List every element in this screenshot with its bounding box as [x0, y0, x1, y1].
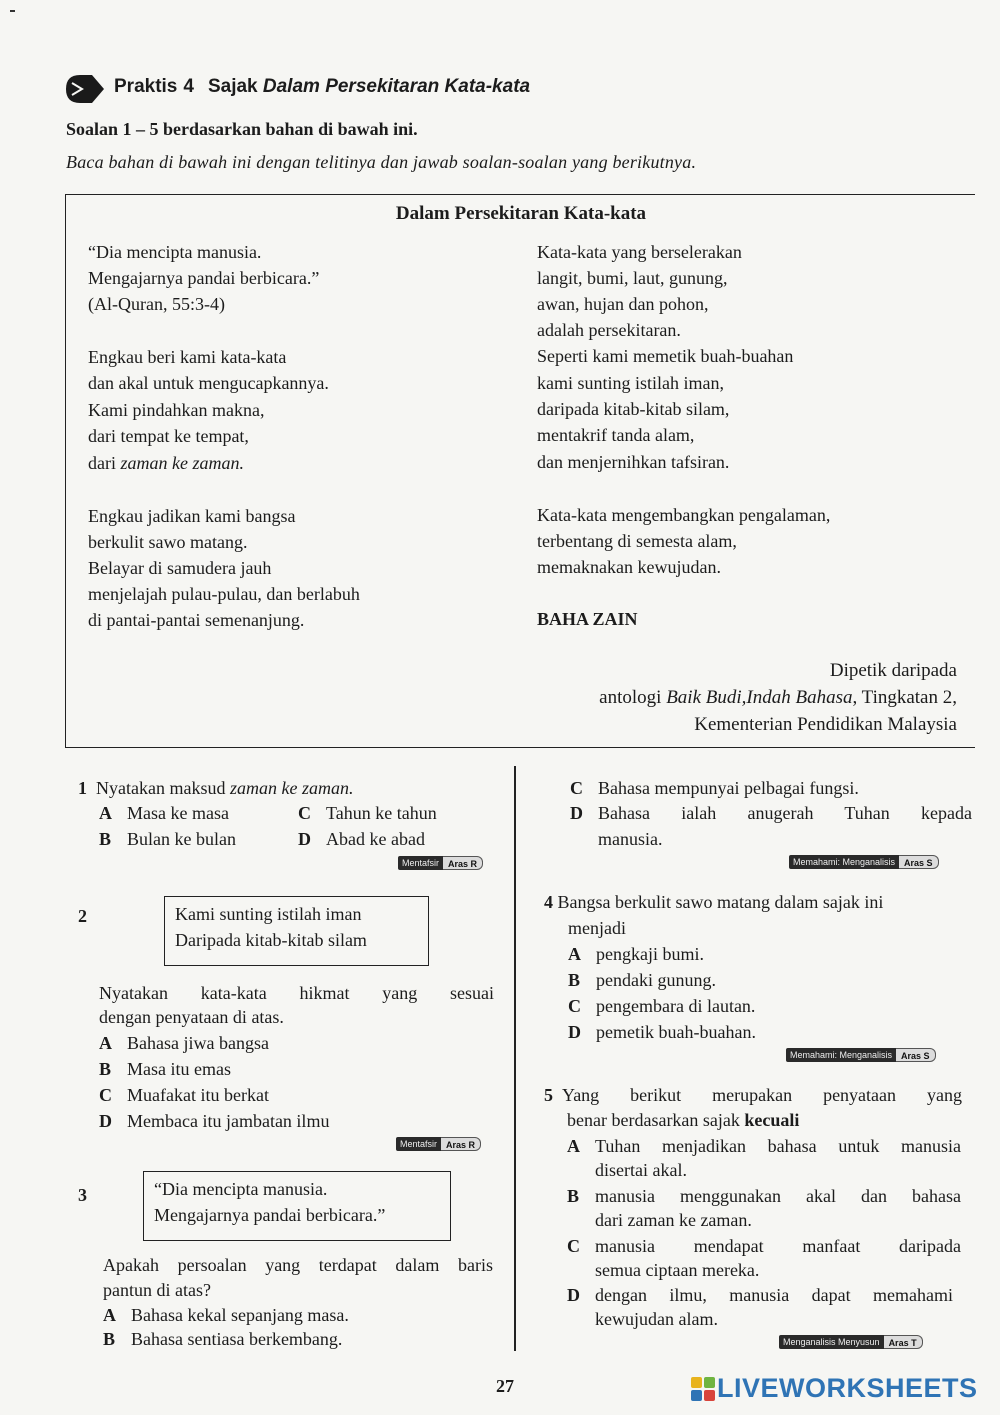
- option-text: Tuhan menjadikan bahasa untuk manusia: [595, 1136, 961, 1156]
- question-text: Yang berikut merupakan penyataan yang: [562, 1085, 962, 1105]
- option-text: Bahasa jiwa bangsa: [127, 1033, 269, 1053]
- section-header: [114, 76, 530, 98]
- question-text-line: [567, 1107, 799, 1133]
- poem-credit: [599, 657, 957, 738]
- arrow-icon: [66, 75, 104, 103]
- option-c[interactable]: [298, 800, 437, 826]
- question-text: Bangsa berkulit sawo matang dalam sajak ini: [557, 892, 884, 912]
- question-1-stem: [78, 775, 353, 801]
- option-text: manusia menggunakan akal dan bahasa: [595, 1186, 961, 1206]
- poem-line: adalah persekitaran.: [537, 320, 681, 340]
- option-a[interactable]: [567, 1133, 961, 1159]
- option-letter: C: [298, 803, 311, 823]
- poem-line: memaknakan kewujudan.: [537, 557, 721, 577]
- option-a[interactable]: [568, 941, 704, 967]
- option-letter: D: [568, 1022, 581, 1042]
- poem-line: “Dia mencipta manusia.: [88, 242, 262, 262]
- poem-line: berkulit sawo matang.: [88, 532, 248, 552]
- question-number: 3: [78, 1185, 87, 1205]
- option-letter: B: [99, 1059, 112, 1079]
- poem-line: daripada kitab-kitab silam,: [537, 399, 730, 419]
- sajak-label: Sajak: [207, 76, 258, 97]
- question-keyword: kecuali: [744, 1110, 800, 1130]
- option-text-cont: dari zaman ke zaman.: [595, 1210, 752, 1230]
- poem-line: dan akal untuk mengucapkannya.: [88, 373, 329, 393]
- option-text: pengembara di lautan.: [596, 996, 756, 1016]
- option-text: pengkaji bumi.: [596, 944, 704, 964]
- scan-mark: [10, 10, 15, 12]
- poem-line: mentakrif tanda alam,: [537, 425, 695, 445]
- poem-title: Dalam Persekitaran Kata-kata: [395, 203, 647, 224]
- option-letter: C: [568, 996, 581, 1016]
- question-text: Nyatakan kata-kata hikmat yang sesuai: [99, 983, 494, 1003]
- question-text-italic: zaman ke zaman.: [229, 778, 354, 798]
- question-number: 4: [544, 892, 553, 912]
- credit-text: , Tingkatan 2,: [852, 687, 957, 708]
- option-text-cont: semua ciptaan mereka.: [595, 1260, 760, 1280]
- option-text: dengan ilmu, manusia dapat memahami: [595, 1285, 953, 1305]
- credit-text: antologi: [599, 687, 667, 708]
- badge-skill: Memahami: Menganalisis: [786, 1048, 896, 1062]
- badge-level: Aras S: [899, 855, 939, 869]
- option-letter: B: [103, 1329, 116, 1349]
- poem-line: di pantai-pantai semenanjung.: [88, 610, 305, 630]
- liveworksheets-icon: [691, 1377, 715, 1401]
- question-text: pantun di atas?: [103, 1280, 211, 1300]
- question-text: Nyatakan maksud: [96, 778, 230, 798]
- question-5-stem: [544, 1082, 962, 1108]
- skill-badge: [786, 1048, 936, 1062]
- question-text: Apakah persoalan yang terdapat dalam baris: [103, 1255, 493, 1275]
- poem-title-header: Dalam Persekitaran Kata-kata: [262, 76, 531, 97]
- poem-line: Kata-kata mengembangkan pengalaman,: [537, 505, 831, 525]
- option-c[interactable]: [99, 1082, 269, 1108]
- option-text-cont: manusia.: [598, 829, 663, 849]
- poem-line: kami sunting istilah iman,: [537, 373, 724, 393]
- option-b[interactable]: [99, 1056, 231, 1082]
- option-text-cont: disertai akal.: [595, 1160, 687, 1180]
- column-divider: [514, 766, 516, 1351]
- question-text: benar berdasarkan sajak: [567, 1110, 745, 1130]
- poem-line: dan menjernihkan tafsiran.: [537, 452, 730, 472]
- question-number: 5: [544, 1085, 553, 1105]
- poem-line: (Al-Quran, 55:3-4): [88, 294, 225, 314]
- option-letter: D: [99, 1111, 112, 1131]
- instruction: Baca bahan di bawah ini dengan telitinya dan jawab soalan-soalan yang berikutnya.: [66, 152, 697, 172]
- option-text: Bahasa ialah anugerah Tuhan kepada: [598, 803, 972, 823]
- option-letter: D: [567, 1285, 580, 1305]
- option-a[interactable]: [99, 800, 229, 826]
- badge-level: Aras R: [441, 1137, 481, 1151]
- poem-line: Belayar di samudera jauh: [88, 558, 272, 578]
- praktis-label: Praktis: [114, 76, 178, 97]
- option-text: Bulan ke bulan: [127, 829, 236, 849]
- option-text: Masa itu emas: [127, 1059, 231, 1079]
- question-text: dengan penyataan di atas.: [99, 1007, 284, 1027]
- badge-level: Aras T: [884, 1335, 923, 1349]
- poem-line: Engkau beri kami kata-kata: [88, 347, 287, 367]
- stimulus-line: “Dia mencipta manusia.: [154, 1179, 328, 1199]
- option-text: pemetik buah-buahan.: [596, 1022, 756, 1042]
- question-text: menjadi: [568, 918, 626, 938]
- credit-line: [599, 684, 957, 711]
- skill-badge: [396, 1137, 481, 1151]
- option-a[interactable]: [103, 1302, 349, 1328]
- stimulus-line: Daripada kitab-kitab silam: [175, 930, 367, 950]
- question-4-stem: [544, 889, 883, 915]
- option-text-cont: kewujudan alam.: [595, 1309, 718, 1329]
- option-letter: C: [567, 1236, 580, 1256]
- option-a[interactable]: [99, 1030, 269, 1056]
- page-number: 27: [496, 1376, 514, 1396]
- skill-badge: [398, 856, 483, 870]
- poem-line: Kami pindahkan makna,: [88, 400, 265, 420]
- option-text: Masa ke masa: [127, 803, 229, 823]
- option-c[interactable]: [567, 1233, 961, 1259]
- option-d[interactable]: [99, 1108, 329, 1134]
- badge-level: Aras R: [443, 856, 483, 870]
- credit-line: Kementerian Pendidikan Malaysia: [694, 714, 957, 735]
- option-text: Bahasa sentiasa berkembang.: [131, 1329, 343, 1349]
- question-number: 1: [78, 778, 87, 798]
- poem-line: awan, hujan dan pohon,: [537, 294, 709, 314]
- option-b[interactable]: [567, 1183, 961, 1209]
- badge-skill: Mentafsir: [398, 856, 443, 870]
- watermark-text: LIVEWORKSHEETS: [717, 1373, 978, 1403]
- credit-anthology: Baik Budi,Indah Bahasa: [666, 687, 853, 708]
- option-text: Abad ke abad: [326, 829, 425, 849]
- option-letter: B: [568, 970, 581, 990]
- option-letter: D: [570, 803, 583, 823]
- question-2-stimulus: [164, 896, 429, 966]
- badge-level: Aras S: [896, 1048, 936, 1062]
- skill-badge: [789, 855, 939, 869]
- option-letter: C: [99, 1085, 112, 1105]
- option-d[interactable]: [570, 800, 972, 826]
- option-letter: A: [567, 1136, 580, 1156]
- credit-line: Dipetik daripada: [829, 660, 957, 681]
- option-letter: B: [567, 1186, 580, 1206]
- option-text: Membaca itu jambatan ilmu: [127, 1111, 330, 1131]
- poem-line: menjelajah pulau-pulau, dan berlabuh: [88, 584, 360, 604]
- poem-line: langit, bumi, laut, gunung,: [537, 268, 728, 288]
- poem-author: BAHA ZAIN: [537, 609, 638, 629]
- question-number: 2: [78, 906, 87, 926]
- option-text: Bahasa mempunyai pelbagai fungsi.: [598, 778, 859, 798]
- skill-badge: [779, 1335, 923, 1349]
- option-text: Tahun ke tahun: [326, 803, 437, 823]
- badge-skill: Memahami: Menganalisis: [789, 855, 899, 869]
- poem-line-italic: zaman ke zaman.: [120, 453, 244, 473]
- option-b[interactable]: [568, 967, 716, 993]
- poem-line: dari tempat ke tempat,: [88, 426, 249, 446]
- option-d[interactable]: [567, 1282, 953, 1308]
- badge-skill: Mentafsir: [396, 1137, 441, 1151]
- option-c[interactable]: [570, 775, 859, 801]
- poem-line: [88, 452, 244, 474]
- poem-line: terbentang di semesta alam,: [537, 531, 737, 551]
- option-letter: A: [103, 1305, 116, 1325]
- option-b[interactable]: [99, 826, 236, 852]
- badge-skill: Menganalisis Menyusun: [779, 1335, 884, 1349]
- question-3-stimulus: [143, 1171, 451, 1241]
- poem-line: Engkau jadikan kami bangsa: [88, 506, 296, 526]
- stimulus-line: Kami sunting istilah iman: [175, 904, 362, 924]
- poem-line: Mengajarnya pandai berbicara.”: [88, 268, 320, 288]
- stimulus-line: Mengajarnya pandai berbicara.”: [154, 1205, 386, 1225]
- option-text: manusia mendapat manfaat daripada: [595, 1236, 961, 1256]
- poem-box: [65, 194, 975, 748]
- option-letter: B: [99, 829, 112, 849]
- option-text: Bahasa kekal sepanjang masa.: [131, 1305, 349, 1325]
- option-d[interactable]: [568, 1019, 756, 1045]
- praktis-number: 4: [183, 76, 194, 97]
- liveworksheets-logo[interactable]: [691, 1373, 978, 1404]
- option-c[interactable]: [568, 993, 755, 1019]
- option-letter: D: [298, 829, 311, 849]
- option-letter: A: [568, 944, 581, 964]
- poem-line: Seperti kami memetik buah-buahan: [537, 346, 794, 366]
- option-letter: C: [570, 778, 583, 798]
- option-text: Muafakat itu berkat: [127, 1085, 269, 1105]
- option-b[interactable]: [103, 1326, 342, 1352]
- poem-line-text: dari: [88, 453, 121, 473]
- poem-line: Kata-kata yang berselerakan: [537, 242, 742, 262]
- option-letter: A: [99, 803, 112, 823]
- soalan-heading: Soalan 1 – 5 berdasarkan bahan di bawah ini.: [66, 119, 418, 139]
- option-d[interactable]: [298, 826, 425, 852]
- option-text: pendaki gunung.: [596, 970, 716, 990]
- option-letter: A: [99, 1033, 112, 1053]
